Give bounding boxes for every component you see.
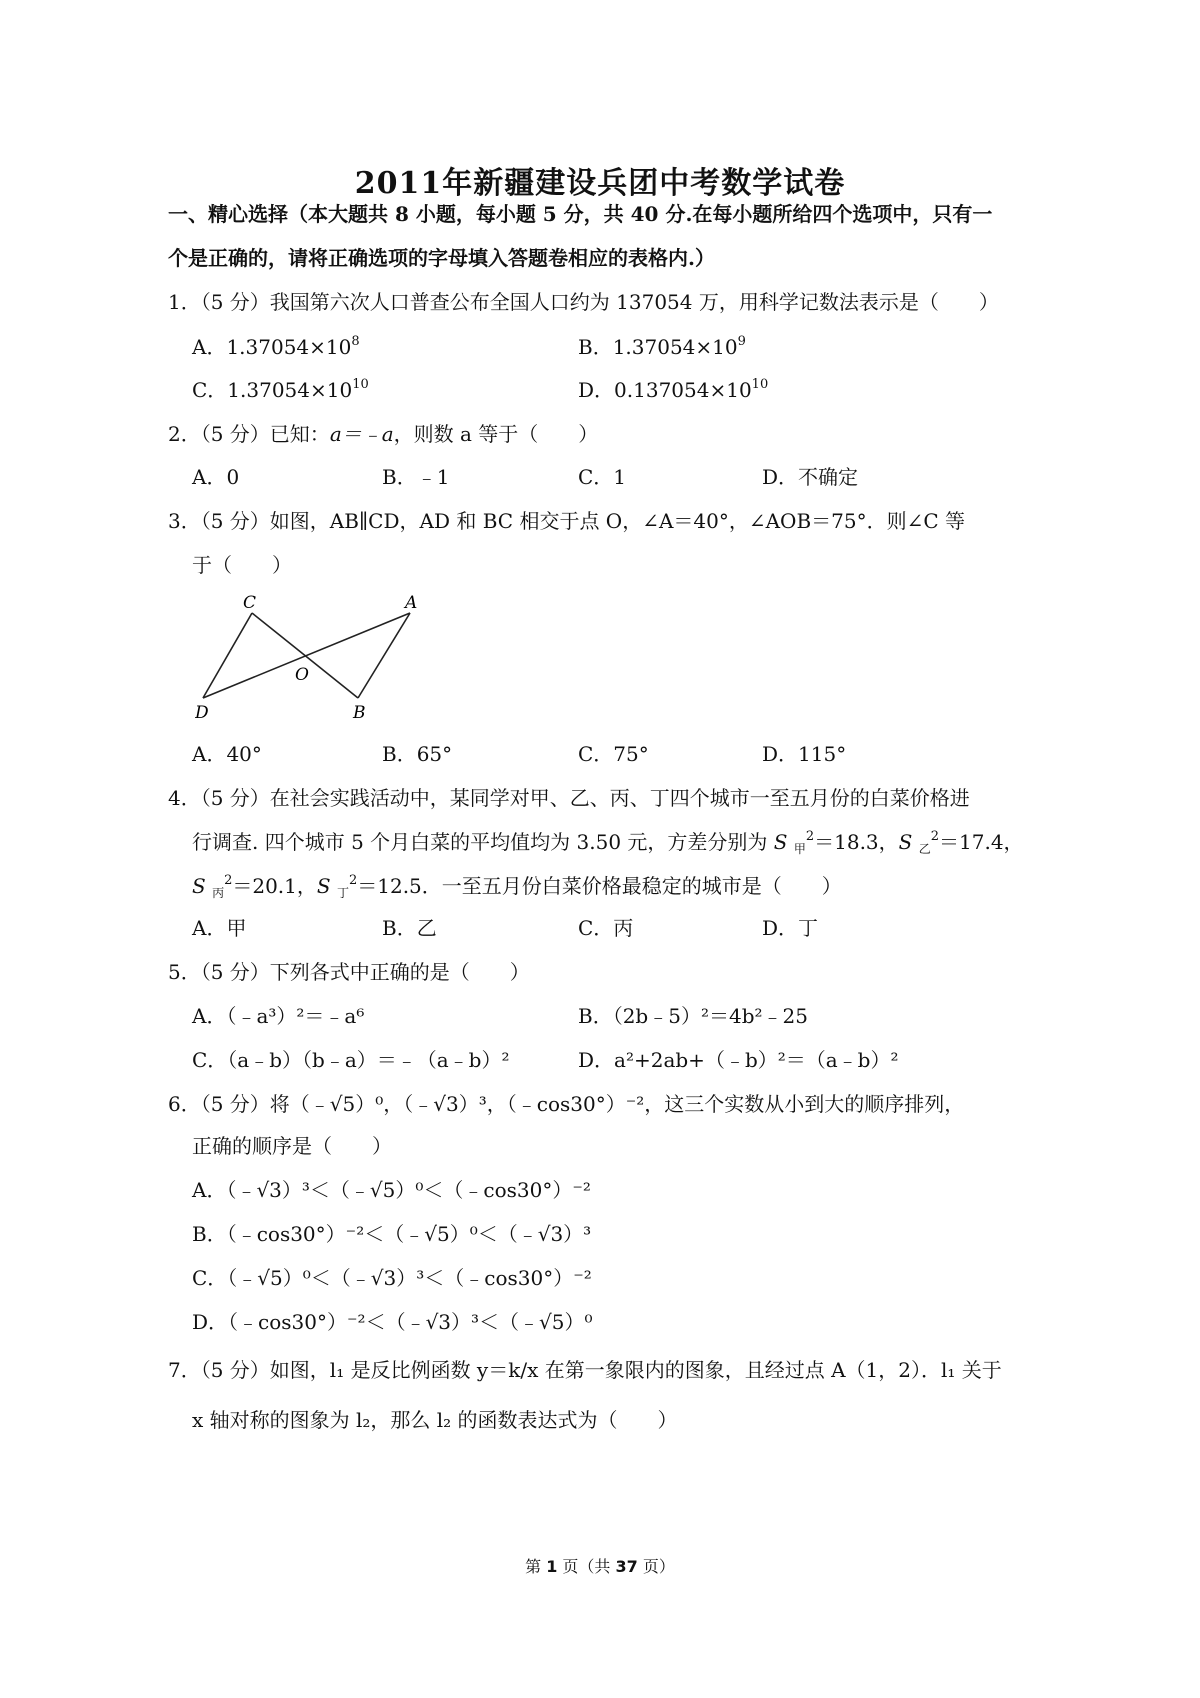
q4-stem-line3: S $_丙^2$＝20.1，S $_丁^2$＝12.5．一至五月份白菜价格最稳定的城市是（ ） xyxy=(192,873,842,900)
q5-option-b: B．（2b﹣5）²＝4b²﹣25 xyxy=(578,1004,808,1028)
q6-option-a: A．（﹣√3）³＜（﹣√5）⁰＜（﹣cos30°）⁻² xyxy=(192,1178,591,1202)
page-title: 2011年新疆建设兵团中考数学试卷 xyxy=(354,166,846,201)
q7-stem-line2: x 轴对称的图象为 l₂，那么 l₂ 的函数表达式为（ ） xyxy=(192,1408,678,1432)
q6-stem-line1: 6．（5 分）将（﹣√5）⁰，（﹣√3）³，（﹣cos30°）⁻²，这三个实数从小到大的顺序排列， xyxy=(168,1092,965,1116)
q3-figure xyxy=(195,588,435,728)
q4-option-c: C．丙 xyxy=(578,916,634,940)
line-cd xyxy=(203,613,252,698)
q2-stem: 2．（5 分）已知：a＝﹣a，则数 a 等于（ ） xyxy=(168,422,599,446)
q3-option-c: C．75° xyxy=(578,742,649,766)
q1-stem: 1．（5 分）我国第六次人口普查公布全国人口约为 137054 万，用科学记数法表示是（ ） xyxy=(168,290,999,314)
q3-option-a: A．40° xyxy=(192,742,262,766)
q4-stem-line2: 行调查. 四个城市 5 个月白菜的平均值均为 3.50 元，方差分别为 S $_甲^2$＝18.3，S $_乙^2$＝17.4， xyxy=(192,829,1024,856)
section-instructions-line1: 一、精心选择（本大题共 8 小题，每小题 5 分，共 40 分.在每小题所给四个选项中，只有一 xyxy=(168,202,993,226)
q6-option-b: B．（﹣cos30°）⁻²＜（﹣√5）⁰＜（﹣√3）³ xyxy=(192,1222,592,1246)
q6-stem-line2: 正确的顺序是（ ） xyxy=(192,1134,392,1158)
q4-stem-line1: 4．（5 分）在社会实践活动中，某同学对甲、乙、丙、丁四个城市一至五月份的白菜价格进 xyxy=(168,786,970,810)
q5-stem: 5．（5 分）下列各式中正确的是（ ） xyxy=(168,960,530,984)
q3-option-d: D．115° xyxy=(762,742,847,766)
label-c: C xyxy=(243,593,257,613)
q4-option-d: D．丁 xyxy=(762,916,819,940)
q2-option-b: B．﹣1 xyxy=(382,465,450,489)
q6-option-c: C．（﹣√5）⁰＜（﹣√3）³＜（﹣cos30°）⁻² xyxy=(192,1266,592,1290)
line-ab xyxy=(358,613,410,698)
q5-option-c: C．（a﹣b）（b﹣a）＝﹣（a﹣b）² xyxy=(192,1048,510,1072)
q3-stem-line1: 3．（5 分）如图，AB∥CD，AD 和 BC 相交于点 O，∠A＝40°，∠AOB＝75°．则∠C 等 xyxy=(168,509,966,533)
q1-option-c: C．$1.37054\times 10^{10}$ xyxy=(192,377,369,402)
q5-option-a: A．（﹣a³）²＝﹣a⁶ xyxy=(192,1004,365,1028)
label-b: B xyxy=(353,703,366,723)
q1-option-a: A．$1.37054\times 10^8$ xyxy=(192,334,360,359)
q3-stem-line2: 于（ ） xyxy=(192,553,292,577)
q5-option-d: D．a²+2ab+（﹣b）²＝（a﹣b）² xyxy=(578,1048,899,1072)
label-a: A xyxy=(405,593,418,613)
q2-option-c: C．1 xyxy=(578,465,627,489)
q2-option-d: D．不确定 xyxy=(762,465,859,489)
page-footer: 第 1 页（共 37 页） xyxy=(525,1557,675,1576)
q6-option-d: D．（﹣cos30°）⁻²＜（﹣√3）³＜（﹣√5）⁰ xyxy=(192,1310,593,1334)
q1-option-d: D．$0.137054\times 10^{10}$ xyxy=(578,377,769,402)
q7-stem-line1: 7．（5 分）如图，l₁ 是反比例函数 y＝k/x 在第一象限内的图象，且经过点 A（1，2）．l₁ 关于 xyxy=(168,1358,1002,1382)
label-d: D xyxy=(195,703,209,723)
label-o: O xyxy=(295,665,309,685)
q4-option-a: A．甲 xyxy=(192,916,247,940)
line-da xyxy=(203,613,410,698)
q2-option-a: A．0 xyxy=(192,465,240,489)
q1-option-b: B．$1.37054\times 10^9$ xyxy=(578,334,746,359)
q4-option-b: B．乙 xyxy=(382,916,437,940)
q3-option-b: B．65° xyxy=(382,742,453,766)
section-instructions-line2: 个是正确的，请将正确选项的字母填入答题卷相应的表格内.） xyxy=(168,246,715,270)
